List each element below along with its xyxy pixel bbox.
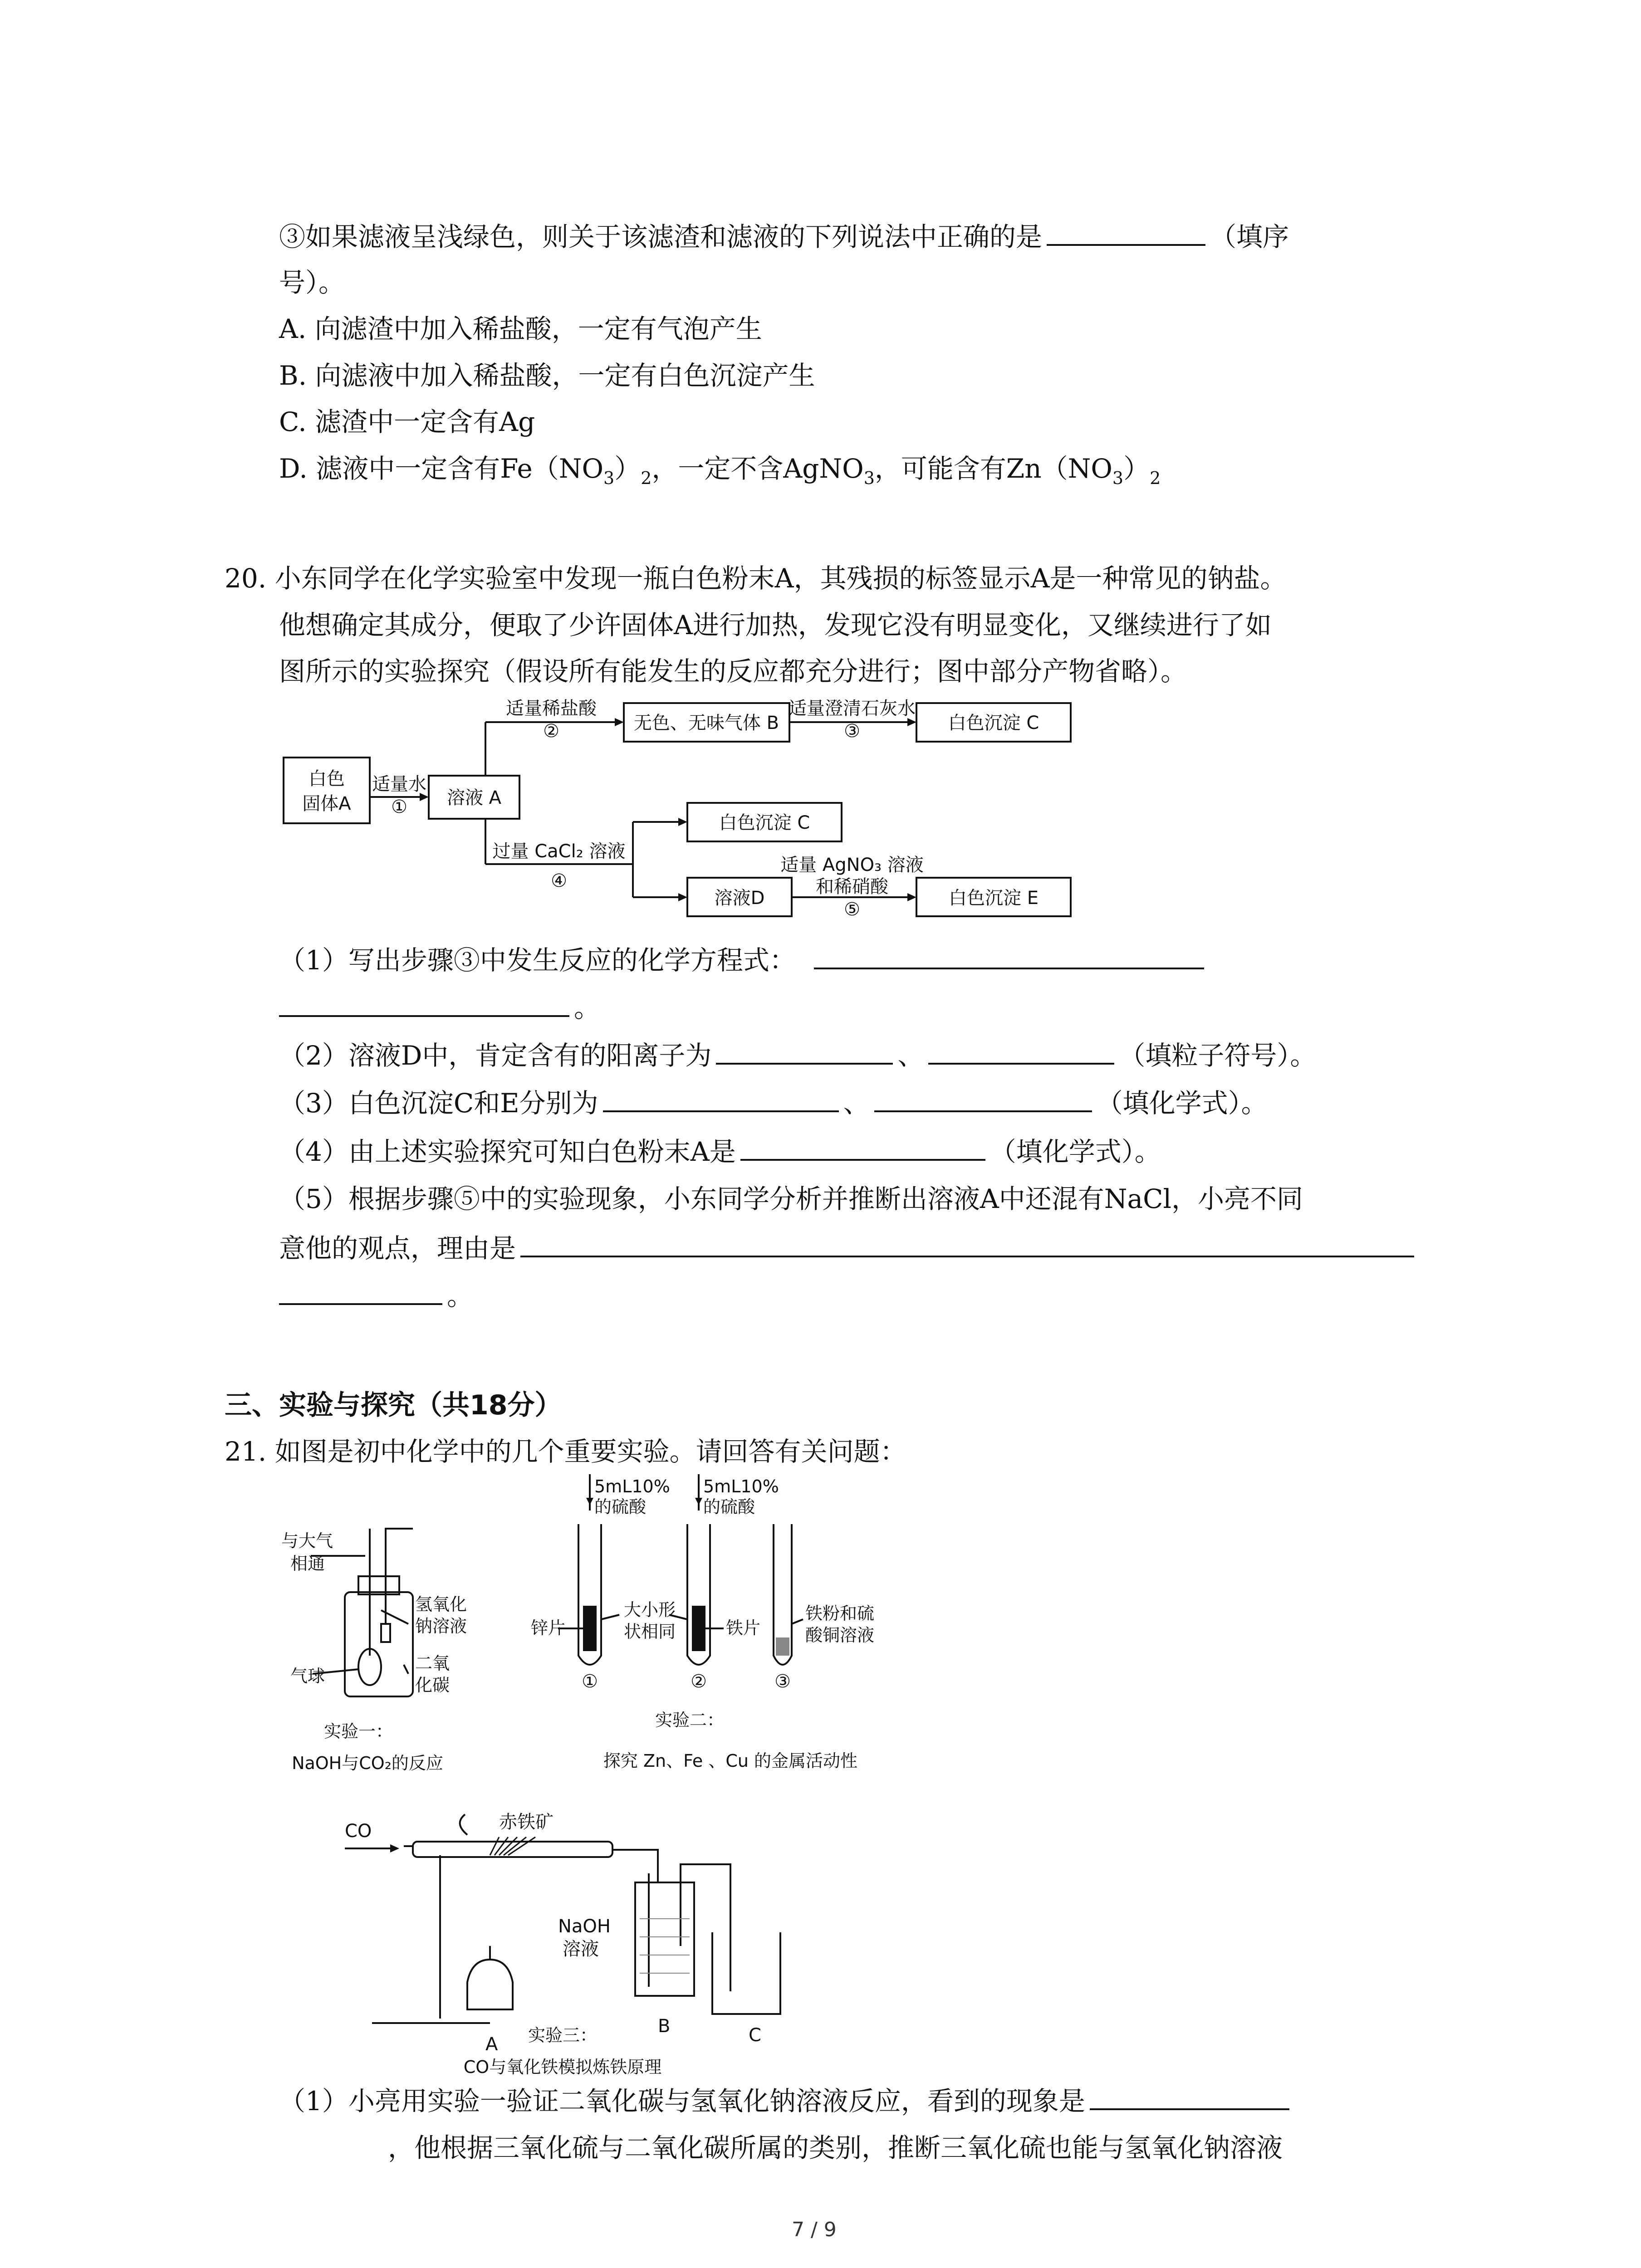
svg-text:CO与氧化铁模拟炼铁原理: CO与氧化铁模拟炼铁原理: [463, 2057, 662, 2077]
q19-option-b: B. 向滤液中加入稀盐酸，一定有白色沉淀产生: [279, 360, 815, 391]
svg-text:的硫酸: 的硫酸: [594, 1497, 647, 1517]
label-gas-b: 无色、无味气体 B: [633, 713, 779, 733]
section-heading: 三、实验与探究（共18分）: [225, 1389, 562, 1421]
svg-text:锌片: 锌片: [531, 1618, 566, 1638]
q20-sub1-line2: 。: [279, 989, 600, 1026]
q21-sub1: （1）小亮用实验一验证二氧化碳与氢氧化钠溶液反应，看到的现象是: [279, 2082, 1294, 2119]
q19-intro: ③如果滤液呈浅绿色，则关于该滤渣和滤液的下列说法中正确的是 （填序: [279, 218, 1289, 255]
svg-text:与大气: 与大气: [281, 1531, 333, 1551]
exp3-labels: [345, 1812, 761, 2055]
svg-text:③: ③: [774, 1671, 791, 1692]
q20-sub3-blank2[interactable]: [874, 1084, 1092, 1112]
svg-text:化碳: 化碳: [415, 1675, 450, 1695]
q20-text-line1: 20. 小东同学在化学实验室中发现一瓶白色粉末A，其残损的标签显示A是一种常见的钠盐。: [225, 563, 1287, 594]
q21-experiments-1-2: [277, 1474, 912, 1792]
q20-text-line3: 图所示的实验探究（假设所有能发生的反应都充分进行；图中部分产物省略）。: [279, 656, 1187, 687]
q21-experiment-3: [345, 1810, 821, 2082]
step4-num: ④: [551, 870, 567, 891]
label-solution-a: 溶液 A: [446, 787, 502, 808]
svg-text:5mL10%: 5mL10%: [594, 1476, 670, 1496]
q21-intro: 21. 如图是初中化学中的几个重要实验。请回答有关问题：: [225, 1436, 906, 1467]
svg-text:5mL10%: 5mL10%: [703, 1476, 779, 1496]
q20-sub1-blank[interactable]: [814, 941, 1204, 969]
svg-text:氢氧化: 氢氧化: [415, 1594, 467, 1614]
step5-reagent-2: 和稀硝酸: [816, 876, 888, 897]
label-ppt-c-top: 白色沉淀 C: [948, 713, 1039, 733]
svg-text:实验二：: 实验二：: [655, 1710, 725, 1730]
svg-text:气球: 气球: [290, 1666, 325, 1686]
svg-text:实验三：: 实验三：: [528, 2025, 598, 2045]
q20-sub2-blank1[interactable]: [716, 1036, 893, 1065]
label-white-solid-1: 白色: [309, 768, 345, 789]
svg-text:二氧: 二氧: [415, 1653, 450, 1673]
svg-text:NaOH: NaOH: [558, 1916, 611, 1937]
svg-text:②: ②: [691, 1671, 707, 1692]
q19-answer-blank[interactable]: [1047, 218, 1205, 246]
step1-num: ①: [391, 797, 407, 817]
q20-sub5-blank[interactable]: [520, 1229, 1414, 1257]
q21-sub1-line2: ，他根据三氧化硫与二氧化碳所属的类别，推断三氧化硫也能与氢氧化钠溶液: [388, 2132, 1283, 2163]
svg-text:NaOH与CO₂的反应: NaOH与CO₂的反应: [292, 1753, 443, 1773]
step4-reagent: 过量 CaCl₂ 溶液: [492, 841, 626, 862]
svg-text:溶液: 溶液: [563, 1939, 599, 1960]
svg-text:C: C: [749, 2025, 761, 2046]
exp1-apparatus: [311, 1529, 413, 1696]
step1-reagent: 适量水: [372, 774, 426, 795]
q20-sub4-blank[interactable]: [740, 1133, 985, 1161]
q20-sub5-line2: 意他的观点，理由是: [279, 1229, 1419, 1266]
exp2-caption: [603, 1710, 857, 1771]
exp2-nums: [582, 1671, 791, 1692]
q20-text-line2: 他想确定其成分，便取了少许固体A进行加热，发现它没有明显变化，又继续进行了如: [279, 610, 1272, 640]
q20-sub3: （3）白色沉淀C和E分别为 、 （填化学式）。: [279, 1084, 1268, 1121]
step5-num: ⑤: [844, 899, 860, 920]
svg-text:钠溶液: 钠溶液: [415, 1616, 467, 1636]
exp3-ore: [490, 1837, 535, 1855]
svg-text:CO: CO: [345, 1821, 372, 1842]
svg-text:①: ①: [582, 1671, 598, 1692]
step3-reagent: 适量澄清石灰水: [789, 698, 916, 719]
q20-sub5-line3: 。: [279, 1277, 473, 1314]
q20-sub2: （2）溶液D中，肯定含有的阳离子为 、 （填粒子符号）。: [279, 1036, 1316, 1074]
q20-sub5: （5）根据步骤⑤中的实验现象，小东同学分析并推断出溶液A中还混有NaCl，小亮不同: [279, 1183, 1303, 1214]
exp3-solution-fill: [640, 1919, 690, 1973]
step2-num: ②: [543, 721, 559, 742]
q20-sub4: （4）由上述实验探究可知白色粉末A是 （填化学式）。: [279, 1133, 1161, 1170]
step5-reagent-1: 适量 AgNO₃ 溶液: [780, 855, 924, 875]
label-solution-d: 溶液D: [714, 888, 765, 909]
q19-intro-line2: 号）。: [279, 267, 345, 298]
q20-flowchart: [272, 689, 1134, 934]
q20-sub2-blank2[interactable]: [928, 1036, 1114, 1065]
svg-text:A: A: [485, 2034, 498, 2055]
step3-num: ③: [844, 721, 860, 742]
q19-option-c: C. 滤渣中一定含有Ag: [279, 406, 535, 437]
q20-sub1-blank2[interactable]: [279, 989, 569, 1017]
q21-sub1-blank[interactable]: [1090, 2082, 1289, 2110]
svg-text:铁粉和硫: 铁粉和硫: [805, 1603, 875, 1623]
q20-sub3-blank1[interactable]: [603, 1084, 839, 1112]
q20-sub5-blank2[interactable]: [279, 1277, 442, 1305]
svg-text:的硫酸: 的硫酸: [703, 1497, 755, 1517]
exp1-caption: [292, 1721, 443, 1773]
q19-option-a: A. 向滤渣中加入稀盐酸，一定有气泡产生: [279, 313, 762, 344]
svg-text:B: B: [658, 2016, 671, 2037]
step2-reagent: 适量稀盐酸: [506, 698, 597, 719]
svg-text:相通: 相通: [290, 1554, 325, 1574]
svg-text:赤铁矿: 赤铁矿: [499, 1812, 554, 1833]
svg-text:大小形: 大小形: [624, 1600, 676, 1620]
svg-text:状相同: 状相同: [624, 1622, 676, 1642]
q19-option-d: D. 滤液中一定含有$Fe(NO_3)_2$，一定不含AgNO$_3$，可能含有$Zn(NO_3)_2$: [279, 453, 1161, 488]
svg-text:实验一：: 实验一：: [323, 1721, 393, 1741]
svg-text:探究 Zn、Fe 、Cu 的金属活动性: 探究 Zn、Fe 、Cu 的金属活动性: [603, 1751, 858, 1771]
page-number: 7 / 9: [792, 2218, 837, 2241]
svg-text:铁片: 铁片: [726, 1618, 761, 1638]
label-white-solid-2: 固体A: [302, 793, 351, 814]
q20-sub1: （1）写出步骤③中发生反应的化学方程式：: [279, 941, 1209, 978]
svg-text:酸铜溶液: 酸铜溶液: [805, 1625, 875, 1645]
label-ppt-e: 白色沉淀 E: [949, 888, 1038, 909]
label-ppt-c-mid: 白色沉淀 C: [719, 812, 810, 833]
exp1-labels: [281, 1531, 467, 1695]
